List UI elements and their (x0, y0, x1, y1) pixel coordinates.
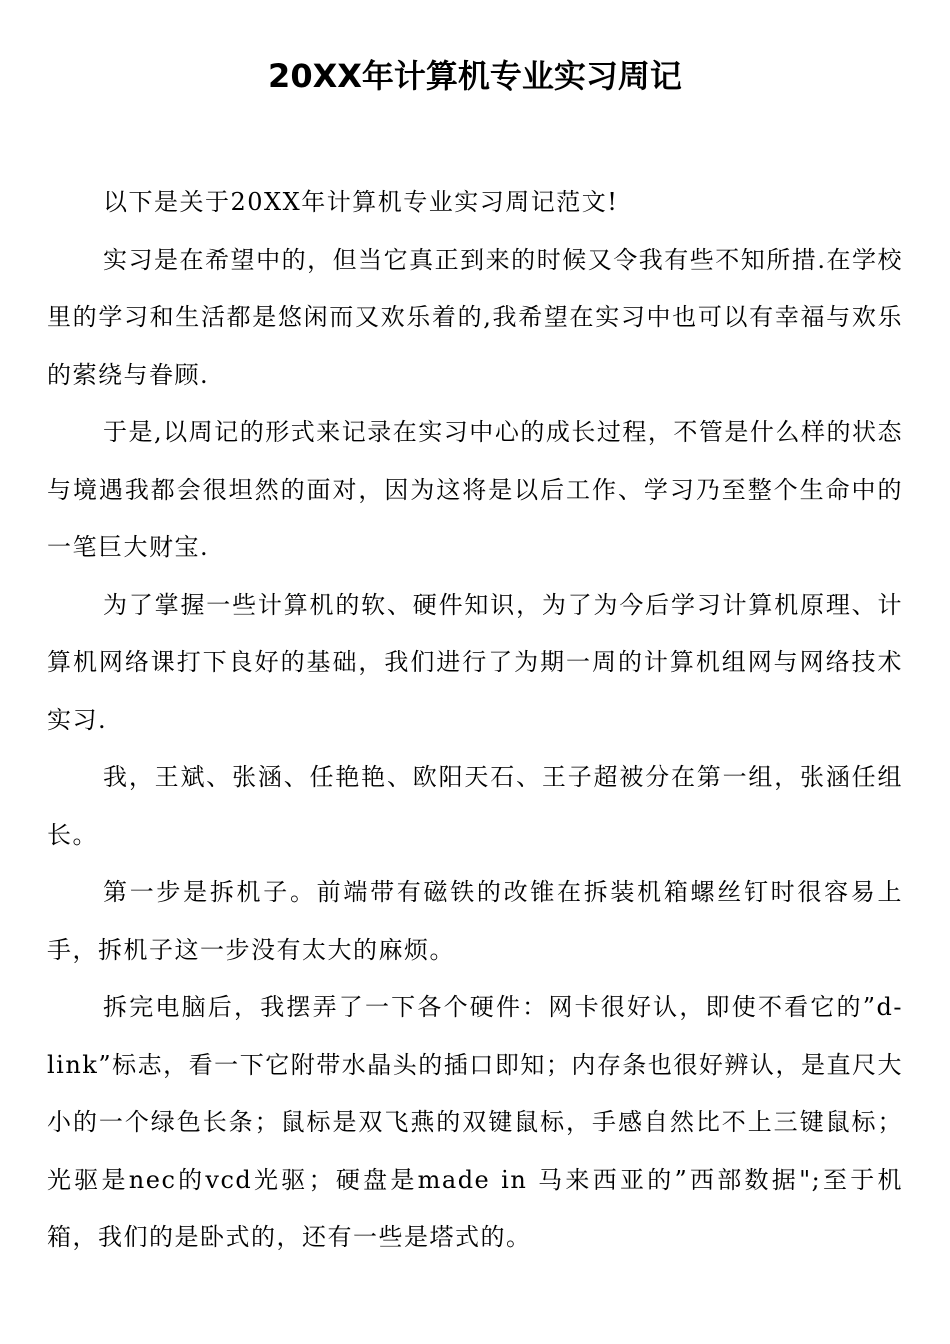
paragraph-purpose: 于是,以周记的形式来记录在实习中心的成长过程，不管是什么样的状态与境遇我都会很坦然的面对，因为这将是以后工作、学习乃至整个生命中的一笔巨大财宝. (47, 418, 903, 561)
paragraph-intro: 以下是关于20XX年计算机专业实习周记范文! (103, 188, 619, 216)
paragraph-expectation: 实习是在希望中的，但当它真正到来的时候又令我有些不知所措.在学校里的学习和生活都是悠闲而又欢乐着的,我希望在实习中也可以有幸福与欢乐的萦绕与眷顾. (47, 245, 903, 389)
paragraph-goal: 为了掌握一些计算机的软、硬件知识，为了为今后学习计算机原理、计算机网络课打下良好的基础，我们进行了为期一周的计算机组网与网络技术实习. (47, 590, 903, 734)
paragraph-hardware: 拆完电脑后，我摆弄了一下各个硬件：网卡很好认，即使不看它的”d-link”标志，看一下它附带水晶头的插口即知；内存条也很好辨认，是直尺大小的一个绿色长条；鼠标是双飞燕的双键鼠标，手感自然比不上三键鼠标；光驱是nec的vcd光驱；硬盘是made in 马来西亚的”西部数据";至于机箱，我们的是卧式的，还有一些是塔式的。 (47, 993, 903, 1251)
document-body (47, 174, 903, 1267)
paragraph-step-one: 第一步是拆机子。前端带有磁铁的改锥在拆装机箱螺丝钉时很容易上手，拆机子这一步没有太大的麻烦。 (47, 878, 903, 964)
paragraph-group: 我，王斌、张涵、任艳艳、欧阳天石、王子超被分在第一组，张涵任组长。 (47, 763, 903, 849)
document-title: 20XX年计算机专业实习周记 (268, 57, 682, 95)
